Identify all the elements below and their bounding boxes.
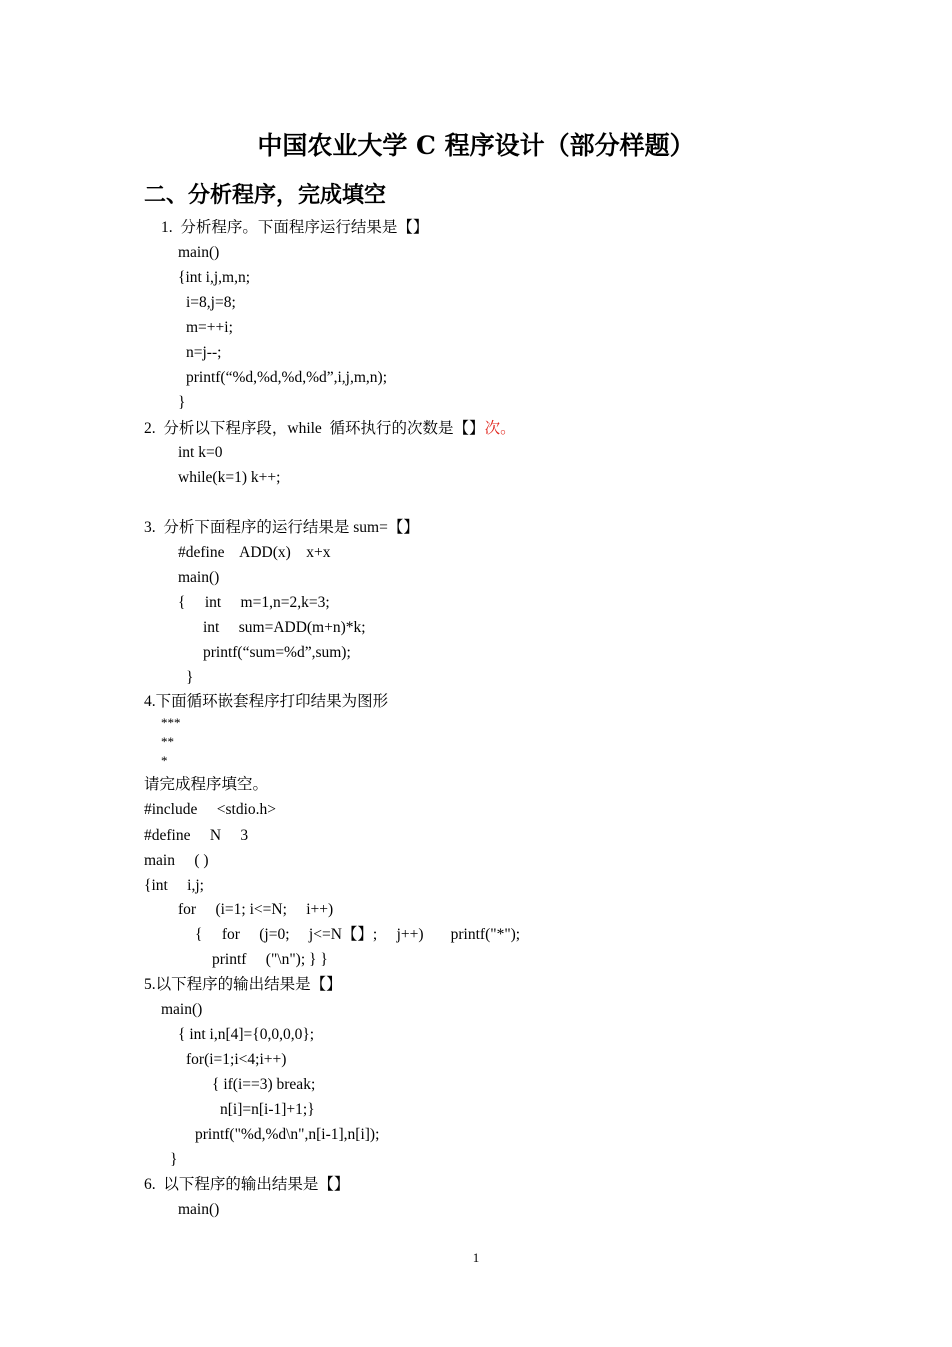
code-line: printf("%d,%d\n",n[i-1],n[i]); xyxy=(195,1126,380,1143)
code-line: } xyxy=(186,669,194,686)
q2-prompt-text: 2. 分析以下程序段，while 循环执行的次数是【】 xyxy=(144,420,485,437)
code-line: #define ADD(x) x+x xyxy=(178,544,331,561)
code-line: #include <stdio.h> xyxy=(144,801,276,818)
document-title: 中国农业大学 C 程序设计（部分样题） xyxy=(257,131,695,160)
code-line: {int i,j,m,n; xyxy=(178,269,251,286)
code-line: {int i,j; xyxy=(144,877,204,894)
q2-prompt-suffix: 次。 xyxy=(484,420,516,437)
code-line: main ( ) xyxy=(144,852,209,869)
code-line: for(i=1;i<4;i++) xyxy=(186,1051,287,1068)
code-line: n[i]=n[i-1]+1;} xyxy=(220,1101,315,1118)
star-pattern-row: ** xyxy=(161,734,174,749)
q4-instruction: 请完成程序填空。 xyxy=(144,776,269,793)
page-number: 1 xyxy=(472,1250,480,1265)
code-line: main() xyxy=(161,1001,203,1018)
code-line: main() xyxy=(178,244,220,261)
star-pattern-row: * xyxy=(161,753,168,768)
section-heading: 二、分析程序，完成填空 xyxy=(144,182,387,208)
q2-prompt xyxy=(144,419,516,439)
code-line: main() xyxy=(178,569,220,586)
q1-prompt: 1. 分析程序。下面程序运行结果是【】 xyxy=(161,219,429,236)
code-line: } xyxy=(170,1151,178,1168)
code-line: printf ("\n"); } } xyxy=(212,951,328,968)
star-pattern-row: *** xyxy=(161,715,181,730)
q4-prompt: 4.下面循环嵌套程序打印结果为图形 xyxy=(144,693,389,710)
code-line: n=j--; xyxy=(186,344,222,361)
q5-prompt: 5.以下程序的输出结果是【】 xyxy=(144,976,342,993)
code-line: m=++i; xyxy=(186,319,233,336)
q6-prompt: 6. 以下程序的输出结果是【】 xyxy=(144,1176,350,1193)
code-line: int k=0 xyxy=(178,444,223,461)
code-line: printf(“sum=%d”,sum); xyxy=(203,644,351,661)
code-line: i=8,j=8; xyxy=(186,294,236,311)
code-line: for (i=1; i<=N; i++) xyxy=(178,901,334,918)
code-line: { int i,n[4]={0,0,0,0}; xyxy=(178,1026,315,1043)
code-line: { if(i==3) break; xyxy=(212,1076,316,1093)
code-line: { for (j=0; j<=N【】; j++) printf("*"); xyxy=(195,926,521,943)
code-line: while(k=1) k++; xyxy=(178,469,281,486)
code-line: #define N 3 xyxy=(144,827,249,844)
code-line: printf(“%d,%d,%d,%d”,i,j,m,n); xyxy=(186,369,388,386)
q3-prompt: 3. 分析下面程序的运行结果是 sum=【】 xyxy=(144,519,419,536)
code-line: main() xyxy=(178,1201,220,1218)
code-line: } xyxy=(178,394,186,411)
code-line: int sum=ADD(m+n)*k; xyxy=(203,619,366,636)
code-line: { int m=1,n=2,k=3; xyxy=(178,594,330,611)
